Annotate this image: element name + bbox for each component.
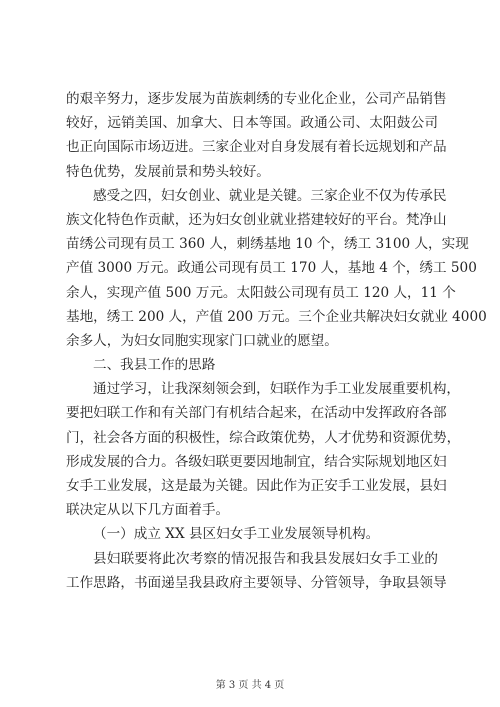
text-line: 二、我县工作的思路 <box>93 357 216 374</box>
text-line: 特色优势，发展前景和势头较好。 <box>66 163 270 180</box>
text-line: 门，社会各方面的积极性，综合政策优势，人才优势和资源优势， <box>66 429 461 446</box>
text-line: 基地，绣工 200 人，产值 200 万元。三个企业共解决妇女就业 4000 <box>66 308 487 325</box>
text-line: 感受之四，妇女创业、就业是关键。三家企业不仅为传承民 <box>93 187 447 204</box>
text-line: （一）成立 XX 县区妇女手工业发展领导机构。 <box>93 526 380 543</box>
text-line: 工作思路，书面递呈我县政府主要领导、分管领导，争取县领导 <box>66 574 447 591</box>
body-text <box>66 87 487 595</box>
text-line: 余多人，为妇女同胞实现家门口就业的愿望。 <box>66 332 338 349</box>
text-line: 余人，实现产值 500 万元。太阳鼓公司现有员工 120 人，11 个 <box>66 284 456 301</box>
text-line: 的艰辛努力，逐步发展为苗族刺绣的专业化企业，公司产品销售 <box>66 91 447 107</box>
text-line: 通过学习，让我深刻领会到，妇联作为手工业发展重要机构， <box>93 381 461 398</box>
text-line: 族文化特色作贡献，还为妇女创业就业搭建较好的平台。梵净山 <box>66 211 447 228</box>
text-line: 形成发展的合力。各级妇联更要因地制宜，结合实际规划地区妇 <box>66 453 447 470</box>
text-line: 苗绣公司现有员工 360 人，刺绣基地 10 个，绣工 3100 人，实现 <box>66 236 469 253</box>
text-line: 女手工业发展，这是最为关键。因此作为正安手工业发展，县妇 <box>66 478 447 494</box>
text-line: 产值 3000 万元。政通公司现有员工 170 人，基地 4 个，绣工 500 <box>66 260 477 277</box>
text-line: 县妇联要将此次考察的情况报告和我县发展妇女手工业的 <box>93 550 438 567</box>
page-footer: 第 3 页 共 4 页 <box>215 680 285 691</box>
text-line: 联决定从以下几方面着手。 <box>66 502 230 519</box>
text-line: 也正向国际市场迈进。三家企业对自身发展有着长远规划和产品 <box>66 139 447 156</box>
text-line: 较好，远销美国、加拿大、日本等国。政通公司、太阳鼓公司 <box>66 115 438 132</box>
text-line: 要把妇联工作和有关部门有机结合起来，在活动中发挥政府各部 <box>66 405 447 422</box>
